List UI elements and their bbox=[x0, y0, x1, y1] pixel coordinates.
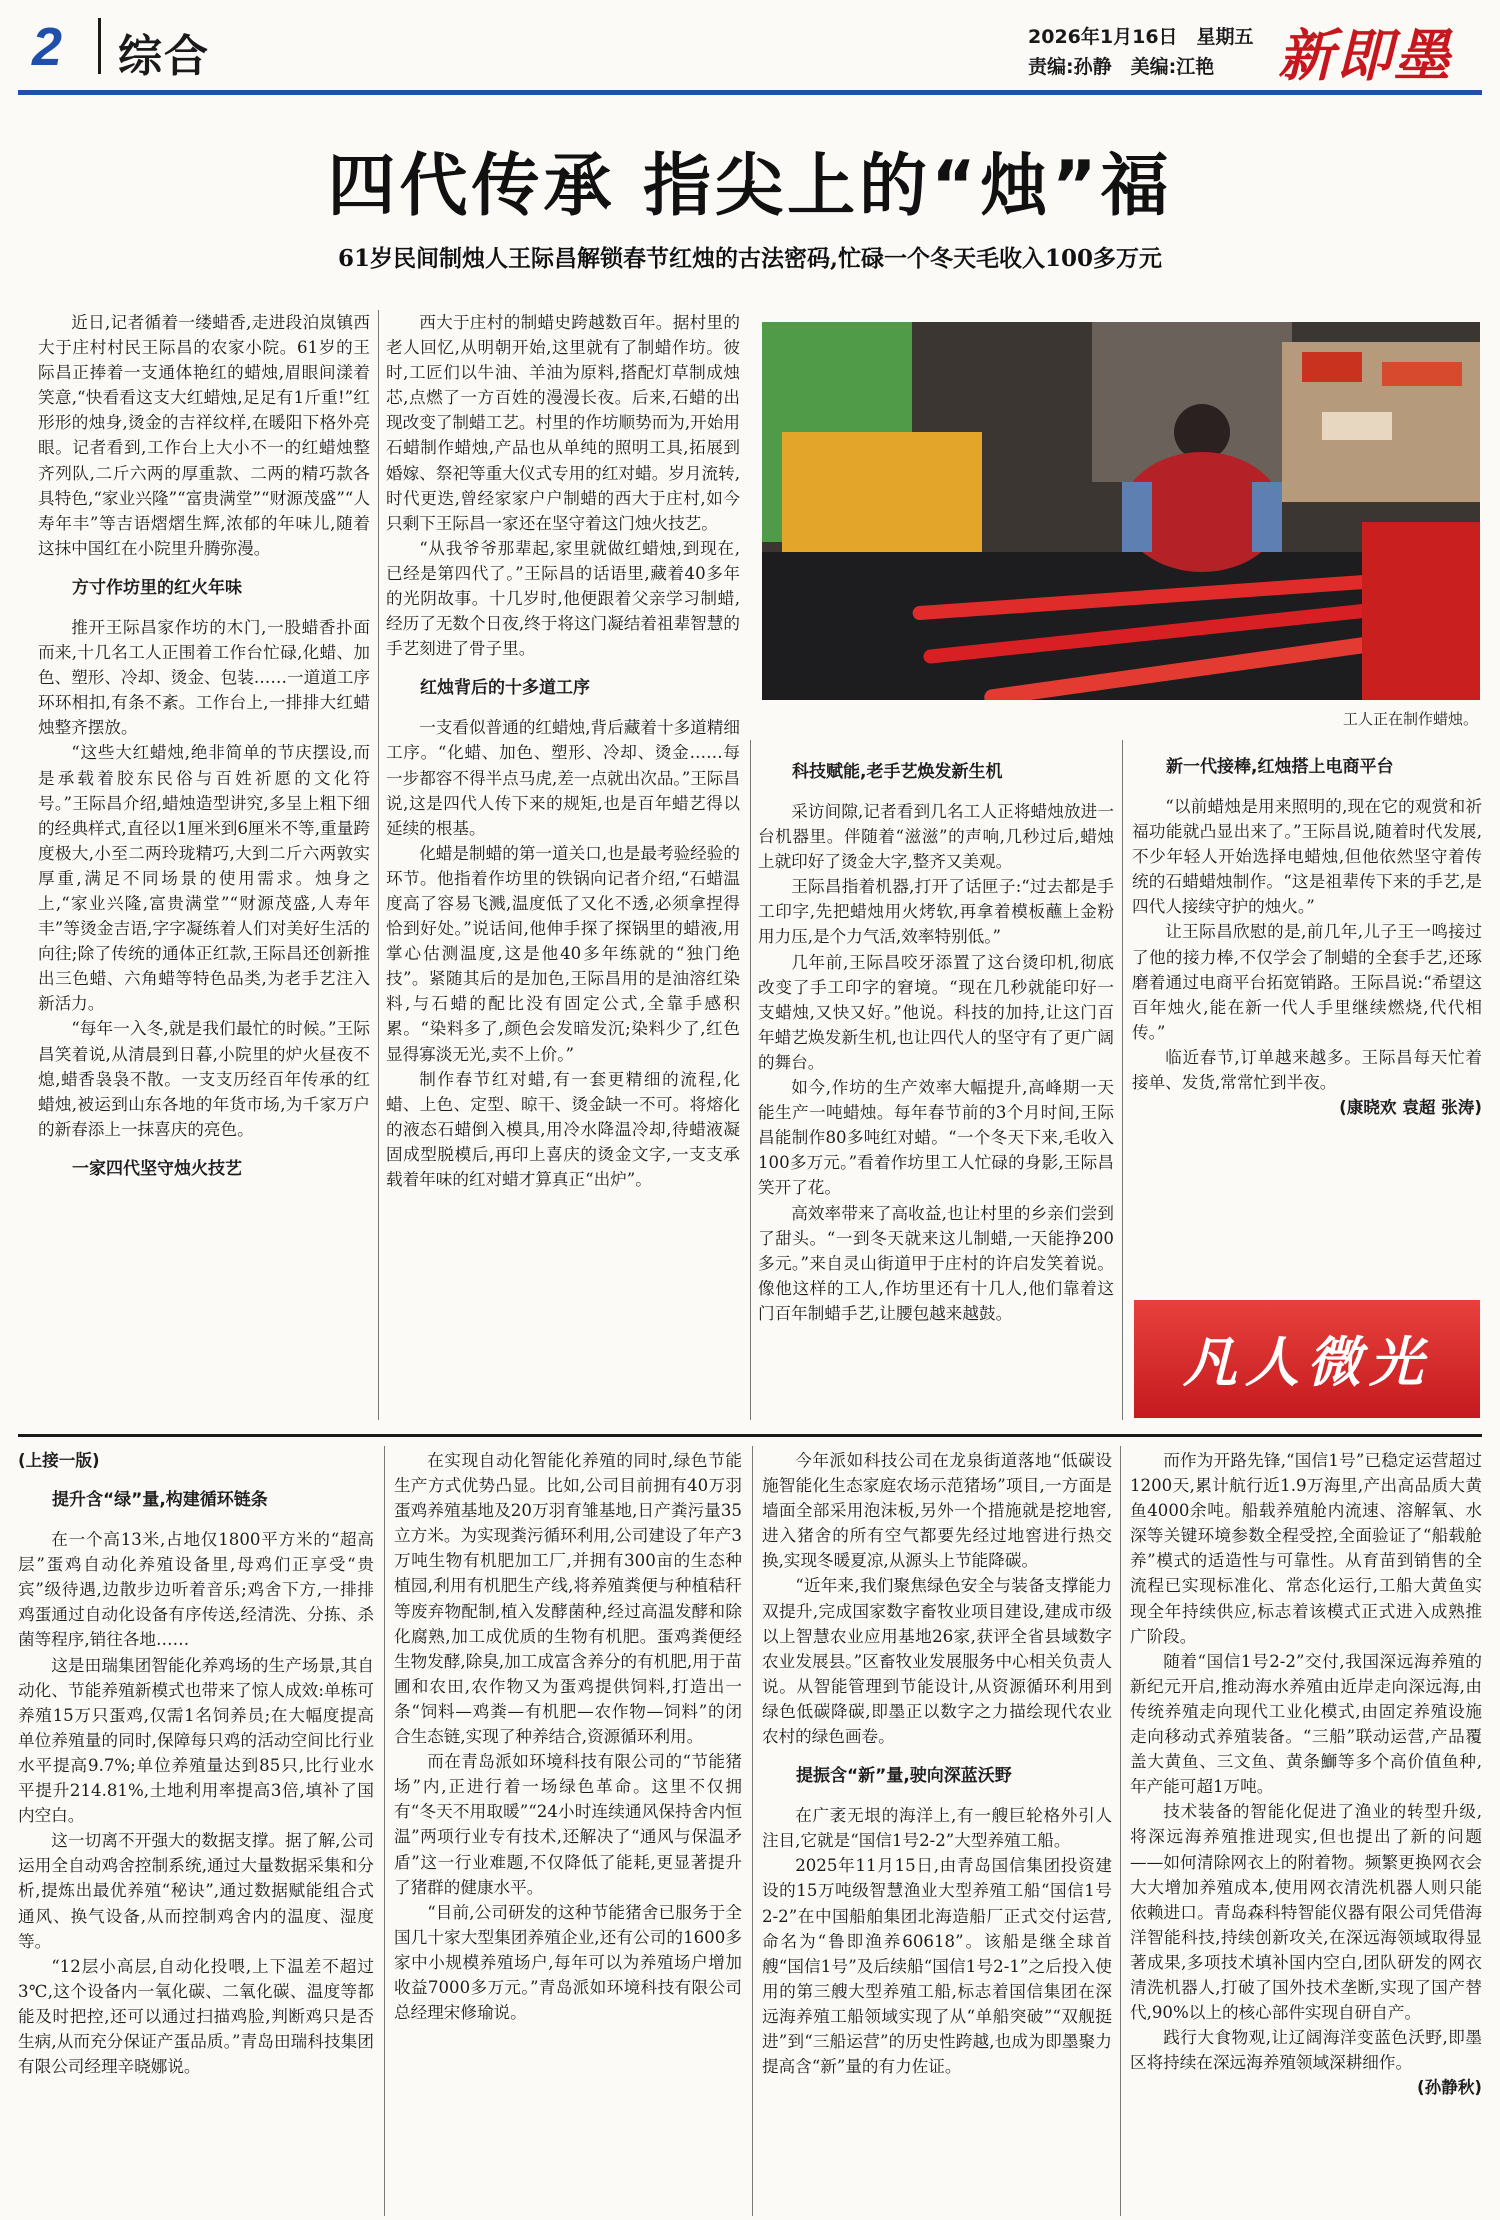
paragraph: “以前蜡烛是用来照明的,现在它的观赏和祈福功能就凸显出来了。”王际昌说,随着时代发展,不少年轻人开始选择电蜡烛,但他依然坚守着传统的石蜡蜡烛制作。“这是祖辈传下来的手艺,是四代人接续守护的烛火。” bbox=[1132, 797, 1482, 917]
section-heading: 提升含“绿”量,构建循环链条 bbox=[52, 1490, 268, 1511]
section-heading: 提振含“新”量,驶向深蓝沃野 bbox=[796, 1766, 1012, 1787]
paragraph: 而在青岛派如环境科技有限公司的“节能猪场”内,正进行着一场绿色革命。这里不仅拥有“冬天不用取暖”“24小时连续通风保持舍内恒温”两项行业专有技术,还解决了“通风与保温矛盾”这一行业难题,不仅降低了能耗,更显著提升了猪群的健康水平。 bbox=[394, 1752, 742, 1897]
news-photo bbox=[762, 322, 1480, 700]
article-column-4 bbox=[1132, 740, 1482, 1300]
lower-column-1 bbox=[18, 1448, 374, 2220]
candle-workshop-photo bbox=[762, 322, 1480, 700]
paragraph: 西大于庄村的制蜡史跨越数百年。据村里的老人回忆,从明朝开始,这里就有了制蜡作坊。彼时,工匠们以牛油、羊油为原料,搭配灯草制成烛芯,点燃了一方百姓的漫漫长夜。后来,石蜡的出现改变了制蜡工艺。村里的作坊顺势而为,开始用石蜡制作蜡烛,产品也从单纯的照明工具,拓展到婚嫁、祭祀等重大仪式专用的红对蜡。岁月流转,时代更迭,曾经家家户户制蜡的西大于庄村,如今只剩下王际昌一家还在坚守着这门烛火技艺。 bbox=[386, 313, 740, 533]
paragraph: 临近春节,订单越来越多。王际昌每天忙着接单、发货,常常忙到半夜。 bbox=[1132, 1047, 1482, 1093]
subheadline: 61岁民间制烛人王际昌解锁春节红烛的古法密码,忙碌一个冬天毛收入100多万元 bbox=[337, 245, 1163, 272]
section-name: 综合 bbox=[118, 31, 210, 82]
continued-label: (上接一版) bbox=[18, 1451, 100, 1470]
section-heading: 新一代接棒,红烛搭上电商平台 bbox=[1166, 757, 1394, 777]
paragraph: 而作为开路先锋,“国信1号”已稳定运营超过1200天,累计航行近1.9万海里,产出高品质大黄鱼4000余吨。船载养殖舱内流速、溶解氧、水深等关键环境参数全程受控,全面验证了“船载舱养”模式的适造性与可靠性。从育苗到销售的全流程已实现标准化、常态化运行,工船大黄鱼实现全年持续供应,标志着该模式正式进入成熟推广阶段。 bbox=[1130, 1451, 1482, 1646]
page-number: 2 bbox=[32, 17, 63, 77]
paragraph: 制作春节红对蜡,有一套更精细的流程,化蜡、上色、定型、晾干、烫金缺一不可。将熔化的液态石蜡倒入模具,用冷水降温冷却,待蜡液凝固成型脱模后,再印上喜庆的烫金文字,一支支承载着年味的红对蜡才算真正“出炉”。 bbox=[386, 1069, 740, 1189]
paragraph: 推开王际昌家作坊的木门,一股蜡香扑面而来,十几名工人正围着工作台忙碌,化蜡、加色、塑形、冷却、烫金、包装……一道道工序环环相扣,有条不紊。工作台上,一排排大红蜡烛整齐摆放。 bbox=[38, 617, 370, 738]
paragraph: 一支看似普通的红蜡烛,背后藏着十多道精细工序。“化蜡、加色、塑形、冷却、烫金……每一步都容不得半点马虎,差一点就出次品。”王际昌说,这是四代人传下来的规矩,也是百年蜡艺得以延续的根基。 bbox=[386, 718, 740, 838]
paragraph: 2025年11月15日,由青岛国信集团投资建设的15万吨级智慧渔业大型养殖工船“国信1号2-2”在中国船舶集团北海造船厂正式交付运营,命名为“鲁即渔养60618”。该船是继全球首艘“国信1号”及后续船“国信1号2-1”之后投入使用的第三艘大型养殖工船,标志着国信集团在深远海养殖工船领域实现了从“单船突破”“双舰挺进”到“三船运营”的历史性跨越,也成为即墨聚力提高含“新”量的有力佐证。 bbox=[762, 1856, 1112, 2077]
paragraph: 践行大食物观,让辽阔海洋变蓝色沃野,即墨区将持续在深远海养殖领域深耕细作。 bbox=[1130, 2028, 1482, 2073]
column-rule bbox=[1120, 1446, 1121, 2216]
paragraph: 这是田瑞集团智能化养鸡场的生产场景,其自动化、节能养殖新模式也带来了惊人成效:单栋可养殖15万只蛋鸡,仅需1名饲养员;在大幅度提高单位养殖量的同时,保障每只鸡的活动空间比行业水平提高9.7%;单位养殖量达到85只,比行业水平提升214.81%,土地利用率提高3倍,填补了国内空白。 bbox=[18, 1655, 374, 1826]
paragraph: “目前,公司研发的这种节能猪舍已服务于全国几十家大型集团养殖企业,还有公司的1600多家中小规模养殖场户,每年可以为养殖场户增加收益7000多万元。”青岛派如环境科技有限公司总经理宋修瑜说。 bbox=[394, 1902, 742, 2023]
paragraph: 在一个高13米,占地仅1800平方米的“超高层”蛋鸡自动化养殖设备里,母鸡们正享受“贵宾”级待遇,边散步边听着音乐;鸡舍下方,一排排鸡蛋通过自动化设备有序传送,经清洗、分拣、杀菌等程序,销往各地…… bbox=[18, 1530, 374, 1650]
paragraph: 如今,作坊的生产效率大幅提升,高峰期一天能生产一吨蜡烛。每年春节前的3个月时间,王际昌能制作80多吨红对蜡。“一个冬天下来,毛收入100多万元。”看着作坊里工人忙碌的身影,王际昌笑开了花。 bbox=[758, 1078, 1114, 1198]
masthead-rule bbox=[18, 90, 1482, 95]
paragraph: 这一切离不开强大的数据支撑。据了解,公司运用全自动鸡舍控制系统,通过大量数据采集和分析,提炼出最优养殖“秘诀”,通过数据赋能组合式通风、换气设备,从而控制鸡舍内的温度、湿度等。 bbox=[18, 1831, 374, 1951]
article-column-2 bbox=[386, 310, 740, 1420]
paragraph: 在广袤无垠的海洋上,有一艘巨轮格外引人注目,它就是“国信1号2-2”大型养殖工船。 bbox=[762, 1806, 1112, 1851]
photo-caption: 工人正在制作蜡烛。 bbox=[1342, 710, 1478, 728]
masthead-divider bbox=[98, 18, 101, 74]
column-rule bbox=[378, 310, 379, 1420]
lower-column-3 bbox=[762, 1448, 1112, 2220]
lower-column-4 bbox=[1130, 1448, 1482, 2220]
headline: 四代传承 指尖上的“烛”福 bbox=[327, 147, 1173, 226]
paragraph: 采访间隙,记者看到几名工人正将蜡烛放进一台机器里。伴随着“滋滋”的声响,几秒过后,蜡烛上就印好了烫金大字,整齐又美观。 bbox=[758, 802, 1114, 872]
paragraph: “从我爷爷那辈起,家里就做红蜡烛,到现在,已经是第四代了。”王际昌的话语里,藏着40多年的光阴故事。十几岁时,他便跟着父亲学习制蜡,经历了无数个日夜,终于将这门凝结着祖辈智慧的手艺刻进了骨子里。 bbox=[386, 538, 740, 659]
lower-column-2 bbox=[394, 1448, 742, 2220]
section-heading: 红烛背后的十多道工序 bbox=[420, 678, 590, 699]
byline: (康晓欢 袁超 张涛) bbox=[1339, 1098, 1482, 1118]
paragraph: 技术装备的智能化促进了渔业的转型升级,将深远海养殖推进现实,但也提出了新的问题——如何清除网衣上的附着物。频繁更换网衣会大大增加养殖成本,使用网衣清洗机器人则只能依赖进口。青岛森科特智能仪器有限公司凭借海洋智能科技,持续创新攻关,在深远海领域取得显著成果,多项技术填补国内空白,团队研发的网衣清洗机器人,打破了国外技术垄断,实现了国产替代,90%以上的核心部件实现自研自产。 bbox=[1130, 1802, 1482, 2023]
paragraph: 王际昌指着机器,打开了话匣子:“过去都是手工印字,先把蜡烛用火烤软,再拿着模板蘸上金粉用力压,是个力气活,效率特别低。” bbox=[758, 877, 1114, 947]
article-column-3 bbox=[758, 745, 1114, 1425]
paragraph: “12层小高层,自动化投喂,上下温差不超过3℃,这个设备内一氧化碳、二氧化碳、温度等都能及时把控,还可以通过扫描鸡脸,判断鸡只是否生病,从而充分保证产蛋品质。”青岛田瑞科技集团有限公司经理辛晓娜说。 bbox=[18, 1956, 374, 2077]
column-promo-banner bbox=[1134, 1300, 1480, 1418]
paragraph: 随着“国信1号2-2”交付,我国深远海养殖的新纪元开启,推动海水养殖由近岸走向深远海,由传统养殖走向现代工业化模式,由固定养殖设施走向移动式养殖装备。“三船”联动运营,产品覆盖大黄鱼、三文鱼、黄条鰤等多个高价值鱼种,年产能可超1万吨。 bbox=[1130, 1651, 1482, 1797]
section-heading: 方寸作坊里的红火年味 bbox=[72, 577, 242, 598]
paragraph: 化蜡是制蜡的第一道关口,也是最考验经验的环节。他指着作坊里的铁锅向记者介绍,“石蜡温度高了容易飞溅,温度低了又化不透,必须拿捏得恰到好处。”说话间,他伸手探了探锅里的蜡液,用掌心估测温度,这是他40多年练就的“独门绝技”。紧随其后的是加色,王际昌用的是油溶红染料,与石蜡的配比没有固定公式,全靠手感积累。“染料多了,颜色会发暗发沉;染料少了,红色显得寡淡无光,卖不上价。” bbox=[386, 843, 740, 1064]
paragraph: 今年派如科技公司在龙泉街道落地“低碳设施智能化生态家庭农场示范猪场”项目,一方面是墙面全部采用泡沫板,另外一个措施就是挖地窖,进入猪舍的所有空气都要先经过地窖进行热交换,实现冬暖夏凉,从源头上节能降碳。 bbox=[762, 1451, 1112, 1571]
article-column-1 bbox=[38, 310, 370, 1420]
newspaper-logo: 新即墨 bbox=[1278, 23, 1452, 89]
paragraph: 在实现自动化智能化养殖的同时,绿色节能生产方式优势凸显。比如,公司目前拥有40万羽蛋鸡养殖基地及20万羽育雏基地,日产粪污量35立方米。为实现粪污循环利用,公司建设了年产3万吨生物有机肥加工厂,并拥有300亩的生态种植园,利用有机肥生产线,将养殖粪便与种植秸秆等废弃物配制,植入发酵菌种,经过高温发酵和除化腐熟,加工成优质的生物有机肥。蛋鸡粪便经生物发酵,除臭,加工成富含养分的有机肥,用于苗圃和农田,农作物又为蛋鸡提供饲料,打造出一条“饲料—鸡粪—有机肥—农作物—饲料”的闭合生态链,实现了种养结合,资源循环利用。 bbox=[394, 1451, 742, 1747]
paragraph: 几年前,王际昌咬牙添置了这台烫印机,彻底改变了手工印字的窘境。“现在几秒就能印好一支蜡烛,又快又好。”他说。科技的加持,让这门百年蜡艺焕发新生机,也让四代人的坚守有了更广阔的舞台。 bbox=[758, 952, 1114, 1072]
promo-text: 凡人微光 bbox=[1183, 1330, 1431, 1394]
column-rule bbox=[752, 1446, 753, 2216]
column-rule bbox=[750, 740, 751, 1420]
column-rule bbox=[384, 1446, 385, 2216]
paragraph: “每年一入冬,就是我们最忙的时候。”王际昌笑着说,从清晨到日暮,小院里的炉火昼夜不熄,蜡香袅袅不散。一支支历经百年传承的红蜡烛,被运到山东各地的年货市场,为千家万户的新春添上一抹喜庆的亮色。 bbox=[38, 1019, 370, 1139]
paragraph: 高效率带来了高收益,也让村里的乡亲们尝到了甜头。“一到冬天就来这儿制蜡,一天能挣200多元。”来自灵山街道甲于庄村的许启发笑着说。像他这样的工人,作坊里还有十几人,他们靠着这门百年制蜡手艺,让腰包越来越鼓。 bbox=[758, 1203, 1114, 1323]
paragraph: 让王际昌欣慰的是,前几年,儿子王一鸣接过了他的接力棒,不仅学会了制蜡的全套手艺,还琢磨着通过电商平台拓宽销路。王际昌说:“希望这百年烛火,能在新一代人手里继续燃烧,代代相传。” bbox=[1132, 922, 1482, 1042]
paragraph: “这些大红蜡烛,绝非简单的节庆摆设,而是承载着胶东民俗与百姓祈愿的文化符号。”王际昌介绍,蜡烛造型讲究,多呈上粗下细的经典样式,直径以1厘米到6厘米不等,重量跨度极大,小至二两玲珑精巧,大到二斤六两敦实厚重,满足不同场景的使用需求。烛身之上,“家业兴隆,富贵满堂”“财源茂盛,人寿年丰”等烫金吉语,字字凝练着人们对美好生活的向往;除了传统的通体正红款,王际昌还创新推出三色蜡、六角蜡等特色品类,为老手艺注入新活力。 bbox=[38, 743, 370, 1014]
section-divider bbox=[18, 1434, 1482, 1437]
section-heading: 一家四代坚守烛火技艺 bbox=[72, 1158, 242, 1179]
paragraph: 近日,记者循着一缕蜡香,走进段泊岚镇西大于庄村村民王际昌的农家小院。61岁的王际昌正捧着一支通体艳红的蜡烛,眉眼间漾着笑意,“快看看这支大红蜡烛,足足有1斤重!”红形形的烛身,烫金的吉祥纹样,在暖阳下格外亮眼。记者看到,工作台上大小不一的红蜡烛整齐列队,二斤六两的厚重款、二两的精巧款各具特色,“家业兴隆”“富贵满堂”“财源茂盛”“人寿年丰”等吉语熠熠生辉,浓郁的年味儿,随着这抹中国红在小院里升腾弥漫。 bbox=[38, 313, 370, 558]
section-heading: 科技赋能,老手艺焕发新生机 bbox=[792, 762, 1003, 782]
editors: 责编:孙静 美编:江艳 bbox=[1028, 56, 1215, 78]
issue-date: 2026年1月16日 星期五 bbox=[1028, 26, 1254, 48]
paragraph: “近年来,我们聚焦绿色安全与装备支撑能力双提升,完成国家数字畜牧业项目建设,建成市级以上智慧农业应用基地26家,获评全省县域数字农业发展县。”区畜牧业发展服务中心相关负责人说。从智能管理到节能设计,从资源循环利用到绿色低碳降碳,即墨正以数字之力描绘现代农业农村的绿色画卷。 bbox=[762, 1576, 1112, 1747]
column-rule bbox=[1122, 740, 1123, 1420]
byline: (孙静秋) bbox=[1417, 2078, 1482, 2098]
masthead bbox=[18, 8, 1482, 88]
